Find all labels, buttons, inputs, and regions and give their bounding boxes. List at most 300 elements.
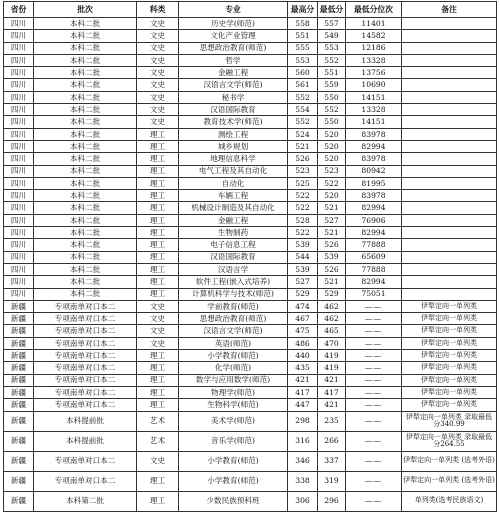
cell-min-rank: —— [346,491,402,511]
cell-subject: 文史 [137,79,179,91]
cell-min-score: 417 [318,386,346,398]
table-row [4,104,497,116]
cell-min-score: 552 [318,104,346,116]
cell-max-score: 552 [288,116,318,128]
admission-score-table [3,1,497,512]
cell-max-score: 417 [288,386,318,398]
table-row [4,325,497,337]
cell-major: 软件工程(嵌入式培养) [179,276,288,288]
table-row [4,337,497,349]
cell-max-score: 528 [288,214,318,226]
table-row [4,190,497,202]
cell-min-rank: 82994 [346,276,402,288]
cell-major: 音乐学(师范) [179,431,288,451]
cell-min-rank: —— [346,337,402,349]
cell-min-rank: 13328 [346,54,402,66]
cell-batch: 本科二批 [34,30,137,42]
table-row [4,140,497,152]
cell-min-rank: —— [346,362,402,374]
cell-min-score: 419 [318,362,346,374]
cell-remarks: 伊犁定向一单列类 [402,374,497,386]
cell-remarks [402,190,497,202]
cell-min-score: 465 [318,325,346,337]
cell-batch: 本科二批 [34,214,137,226]
table-row [4,491,497,511]
header-major: 专业 [179,2,288,18]
table-row [4,165,497,177]
table-row [4,54,497,66]
cell-batch: 本科二批 [34,54,137,66]
cell-province: 新疆 [4,491,34,511]
cell-max-score: 474 [288,300,318,312]
cell-remarks [402,227,497,239]
cell-min-rank: —— [346,386,402,398]
cell-subject: 文史 [137,30,179,42]
cell-max-score: 558 [288,18,318,30]
cell-subject: 艺术 [137,431,179,451]
cell-remarks [402,67,497,79]
table-row [4,300,497,312]
cell-remarks [402,214,497,226]
cell-remarks: 伊犁定向一单列类 [402,313,497,325]
cell-min-score: 551 [318,67,346,79]
cell-remarks: 伊犁定向一单列类 (选考外语) [402,471,497,491]
cell-province: 新疆 [4,325,34,337]
cell-max-score: 551 [288,30,318,42]
cell-min-rank: 14151 [346,91,402,103]
cell-province: 新疆 [4,471,34,491]
cell-province: 四川 [4,104,34,116]
cell-major: 汉语国际教育 [179,104,288,116]
cell-subject: 理工 [137,128,179,140]
cell-subject: 文史 [137,337,179,349]
table-row [4,214,497,226]
table-row [4,18,497,30]
cell-min-score: 235 [318,411,346,431]
cell-subject: 理工 [137,399,179,411]
cell-remarks: 伊犁定向一单列类 [402,300,497,312]
cell-min-rank: —— [346,431,402,451]
cell-min-score: 559 [318,79,346,91]
cell-max-score: 560 [288,67,318,79]
cell-min-rank: 14151 [346,116,402,128]
cell-major: 车辆工程 [179,190,288,202]
table-header-row [4,2,497,18]
cell-remarks: 伊犁定向一单列类 [402,399,497,411]
cell-batch: 专项南单对口本二 [34,362,137,374]
cell-min-score: 527 [318,214,346,226]
cell-min-rank: —— [346,451,402,471]
cell-max-score: 527 [288,276,318,288]
cell-major: 历史学(师范) [179,18,288,30]
cell-batch: 专项南单对口本二 [34,386,137,398]
cell-subject: 理工 [137,471,179,491]
cell-min-score: 520 [318,128,346,140]
cell-province: 新疆 [4,313,34,325]
cell-max-score: 475 [288,325,318,337]
table-row [4,362,497,374]
cell-major: 测绘工程 [179,128,288,140]
header-min-score: 最低分 [318,2,346,18]
cell-major: 思想政治教育(师范) [179,42,288,54]
cell-subject: 理工 [137,202,179,214]
cell-major: 小学教育(师范) [179,471,288,491]
table-row [4,399,497,411]
cell-batch: 本科二批 [34,140,137,152]
cell-subject: 文史 [137,91,179,103]
cell-remarks [402,239,497,251]
cell-batch: 本科二批 [34,190,137,202]
cell-subject: 文史 [137,104,179,116]
cell-batch: 专项南单对口本二 [34,325,137,337]
cell-major: 美术学(师范) [179,411,288,431]
cell-major: 少数民族预科班 [179,491,288,511]
cell-major: 计算机科学与技术(师范) [179,288,288,300]
cell-batch: 本科二批 [34,177,137,189]
cell-province: 新疆 [4,337,34,349]
cell-min-rank: 82994 [346,202,402,214]
cell-major: 电气工程及其自动化 [179,165,288,177]
table-row [4,116,497,128]
cell-major: 教育技术学(师范) [179,116,288,128]
cell-subject: 文史 [137,42,179,54]
cell-major: 英语(师范) [179,337,288,349]
table-row [4,202,497,214]
cell-province: 四川 [4,251,34,263]
cell-min-rank: 82994 [346,227,402,239]
cell-province: 四川 [4,18,34,30]
cell-remarks [402,177,497,189]
cell-min-score: 552 [318,54,346,66]
cell-batch: 本科二批 [34,239,137,251]
cell-remarks [402,202,497,214]
cell-province: 四川 [4,67,34,79]
cell-min-score: 521 [318,202,346,214]
cell-min-score: 557 [318,18,346,30]
cell-remarks [402,263,497,275]
cell-province: 四川 [4,116,34,128]
table-row [4,79,497,91]
cell-remarks [402,276,497,288]
cell-province: 四川 [4,214,34,226]
cell-remarks [402,153,497,165]
table-row [4,30,497,42]
cell-max-score: 346 [288,451,318,471]
cell-major: 金融工程 [179,67,288,79]
cell-remarks: 伊犁定向一单列类 录取最低分340.99 [402,411,497,431]
cell-province: 四川 [4,202,34,214]
cell-province: 四川 [4,190,34,202]
cell-subject: 理工 [137,239,179,251]
cell-max-score: 552 [288,91,318,103]
cell-province: 四川 [4,54,34,66]
cell-min-rank: 14582 [346,30,402,42]
cell-min-score: 520 [318,140,346,152]
cell-min-score: 421 [318,374,346,386]
table-row [4,91,497,103]
cell-min-rank: 77888 [346,239,402,251]
cell-remarks [402,42,497,54]
cell-subject: 文史 [137,67,179,79]
header-subject: 科类 [137,2,179,18]
table-row [4,42,497,54]
cell-min-rank: 80942 [346,165,402,177]
cell-remarks: 伊犁定向一单列类 [402,386,497,398]
cell-min-score: 520 [318,153,346,165]
cell-major: 化学(师范) [179,362,288,374]
cell-min-score: 421 [318,399,346,411]
cell-subject: 理工 [137,276,179,288]
table-row [4,153,497,165]
cell-remarks [402,79,497,91]
cell-batch: 专项南单对口本二 [34,471,137,491]
cell-max-score: 467 [288,313,318,325]
cell-min-score: 526 [318,263,346,275]
cell-major: 地理信息科学 [179,153,288,165]
header-province: 省份 [4,2,34,18]
cell-subject: 理工 [137,362,179,374]
cell-min-rank: 12186 [346,42,402,54]
cell-province: 新疆 [4,399,34,411]
table-row [4,128,497,140]
cell-max-score: 525 [288,177,318,189]
table-row [4,276,497,288]
table-row [4,263,497,275]
cell-subject: 理工 [137,288,179,300]
cell-batch: 本科二批 [34,165,137,177]
header-min-rank: 最低分位次 [346,2,402,18]
cell-min-score: 522 [318,177,346,189]
table-row [4,239,497,251]
cell-batch: 本科二批 [34,202,137,214]
cell-province: 新疆 [4,386,34,398]
cell-min-rank: 83978 [346,128,402,140]
cell-min-score: 553 [318,42,346,54]
cell-batch: 本科提前批 [34,411,137,431]
cell-min-rank: —— [346,325,402,337]
cell-major: 电子信息工程 [179,239,288,251]
table-row [4,177,497,189]
cell-max-score: 539 [288,263,318,275]
cell-batch: 专项南单对口本二 [34,313,137,325]
cell-major: 汉语言学 [179,263,288,275]
cell-remarks [402,54,497,66]
cell-major: 思想政治教育(师范) [179,313,288,325]
cell-min-score: 529 [318,288,346,300]
table-row [4,313,497,325]
cell-max-score: 553 [288,54,318,66]
cell-major: 汉语国际教育 [179,251,288,263]
cell-min-rank: 76906 [346,214,402,226]
cell-major: 自动化 [179,177,288,189]
cell-province: 四川 [4,227,34,239]
cell-major: 小学教育(师范) [179,451,288,471]
cell-major: 文化产业管理 [179,30,288,42]
cell-max-score: 486 [288,337,318,349]
cell-major: 秘书学 [179,91,288,103]
cell-max-score: 521 [288,140,318,152]
table-row [4,374,497,386]
cell-province: 新疆 [4,374,34,386]
cell-min-score: 521 [318,227,346,239]
cell-batch: 本科二批 [34,251,137,263]
table-row [4,386,497,398]
cell-remarks [402,116,497,128]
cell-min-score: 470 [318,337,346,349]
cell-max-score: 524 [288,128,318,140]
cell-min-rank: —— [346,411,402,431]
cell-batch: 本科二批 [34,91,137,103]
cell-remarks: 伊犁定向一单列类 [402,325,497,337]
table-row [4,67,497,79]
cell-province: 四川 [4,91,34,103]
table-row [4,411,497,431]
cell-min-rank: 10690 [346,79,402,91]
cell-max-score: 554 [288,104,318,116]
cell-subject: 理工 [137,227,179,239]
cell-major: 机械设计制造及其自动化 [179,202,288,214]
cell-subject: 理工 [137,386,179,398]
cell-province: 新疆 [4,431,34,451]
cell-subject: 文史 [137,18,179,30]
cell-batch: 本科二批 [34,104,137,116]
cell-subject: 理工 [137,190,179,202]
cell-province: 四川 [4,140,34,152]
header-batch: 批次 [34,2,137,18]
cell-remarks [402,30,497,42]
cell-max-score: 298 [288,411,318,431]
cell-remarks [402,288,497,300]
cell-remarks [402,165,497,177]
cell-subject: 理工 [137,263,179,275]
cell-max-score: 526 [288,153,318,165]
cell-province: 四川 [4,79,34,91]
cell-min-score: 549 [318,30,346,42]
cell-min-score: 520 [318,190,346,202]
table-row [4,288,497,300]
table-body [4,18,497,512]
cell-subject: 文史 [137,54,179,66]
cell-min-rank: 82994 [346,140,402,152]
cell-batch: 专项南单对口本二 [34,399,137,411]
cell-min-rank: 65609 [346,251,402,263]
cell-batch: 专项南单对口本二 [34,350,137,362]
cell-remarks: 伊犁定向一单列类 (选考外语) [402,451,497,471]
cell-major: 物理学(师范) [179,386,288,398]
cell-province: 新疆 [4,300,34,312]
cell-min-rank: —— [346,471,402,491]
cell-min-rank: —— [346,300,402,312]
cell-major: 数学与应用数学(师范) [179,374,288,386]
cell-major: 学前教育(师范) [179,300,288,312]
cell-batch: 本科二批 [34,128,137,140]
cell-province: 新疆 [4,362,34,374]
cell-min-rank: —— [346,313,402,325]
cell-batch: 本科第二批 [34,491,137,511]
cell-subject: 理工 [137,153,179,165]
cell-province: 四川 [4,128,34,140]
cell-subject: 理工 [137,251,179,263]
cell-min-score: 550 [318,91,346,103]
cell-max-score: 561 [288,79,318,91]
cell-min-score: 462 [318,313,346,325]
cell-province: 四川 [4,42,34,54]
cell-batch: 专项南单对口本二 [34,300,137,312]
cell-province: 四川 [4,165,34,177]
cell-province: 四川 [4,153,34,165]
cell-subject: 理工 [137,374,179,386]
cell-min-score: 521 [318,276,346,288]
cell-subject: 理工 [137,350,179,362]
cell-min-score: 462 [318,300,346,312]
cell-min-score: 419 [318,350,346,362]
cell-batch: 本科二批 [34,116,137,128]
cell-subject: 理工 [137,165,179,177]
cell-remarks [402,91,497,103]
table-row [4,350,497,362]
cell-max-score: 338 [288,471,318,491]
cell-major: 金融工程 [179,214,288,226]
cell-remarks [402,18,497,30]
cell-subject: 理工 [137,491,179,511]
cell-min-score: 319 [318,471,346,491]
cell-batch: 专项南单对口本二 [34,374,137,386]
cell-subject: 理工 [137,177,179,189]
table-row [4,471,497,491]
cell-max-score: 544 [288,251,318,263]
table-row [4,451,497,471]
cell-province: 新疆 [4,411,34,431]
cell-batch: 本科二批 [34,276,137,288]
cell-min-rank: 83978 [346,153,402,165]
cell-subject: 理工 [137,214,179,226]
cell-max-score: 522 [288,227,318,239]
cell-min-rank: 75051 [346,288,402,300]
cell-batch: 本科二批 [34,263,137,275]
cell-max-score: 555 [288,42,318,54]
cell-min-score: 550 [318,116,346,128]
cell-max-score: 539 [288,239,318,251]
cell-major: 城乡规划 [179,140,288,152]
cell-province: 四川 [4,263,34,275]
cell-batch: 本科二批 [34,79,137,91]
table-row [4,227,497,239]
cell-province: 新疆 [4,350,34,362]
cell-min-rank: 13328 [346,104,402,116]
cell-province: 四川 [4,276,34,288]
cell-batch: 专项南单对口本二 [34,337,137,349]
cell-batch: 本科二批 [34,153,137,165]
cell-max-score: 306 [288,491,318,511]
cell-major: 生物科学(师范) [179,399,288,411]
cell-max-score: 447 [288,399,318,411]
cell-remarks: 伊犁定向一单列类 [402,362,497,374]
cell-max-score: 522 [288,190,318,202]
cell-min-rank: 11401 [346,18,402,30]
cell-max-score: 522 [288,202,318,214]
cell-major: 汉语言文学(师范) [179,325,288,337]
cell-subject: 文史 [137,300,179,312]
header-max-score: 最高分 [288,2,318,18]
cell-remarks: 单列类(选考民族语文) [402,491,497,511]
cell-subject: 理工 [137,140,179,152]
cell-subject: 艺术 [137,411,179,431]
cell-min-rank: 81995 [346,177,402,189]
cell-province: 新疆 [4,451,34,471]
cell-province: 四川 [4,177,34,189]
cell-batch: 专项南单对口本二 [34,451,137,471]
cell-remarks [402,104,497,116]
